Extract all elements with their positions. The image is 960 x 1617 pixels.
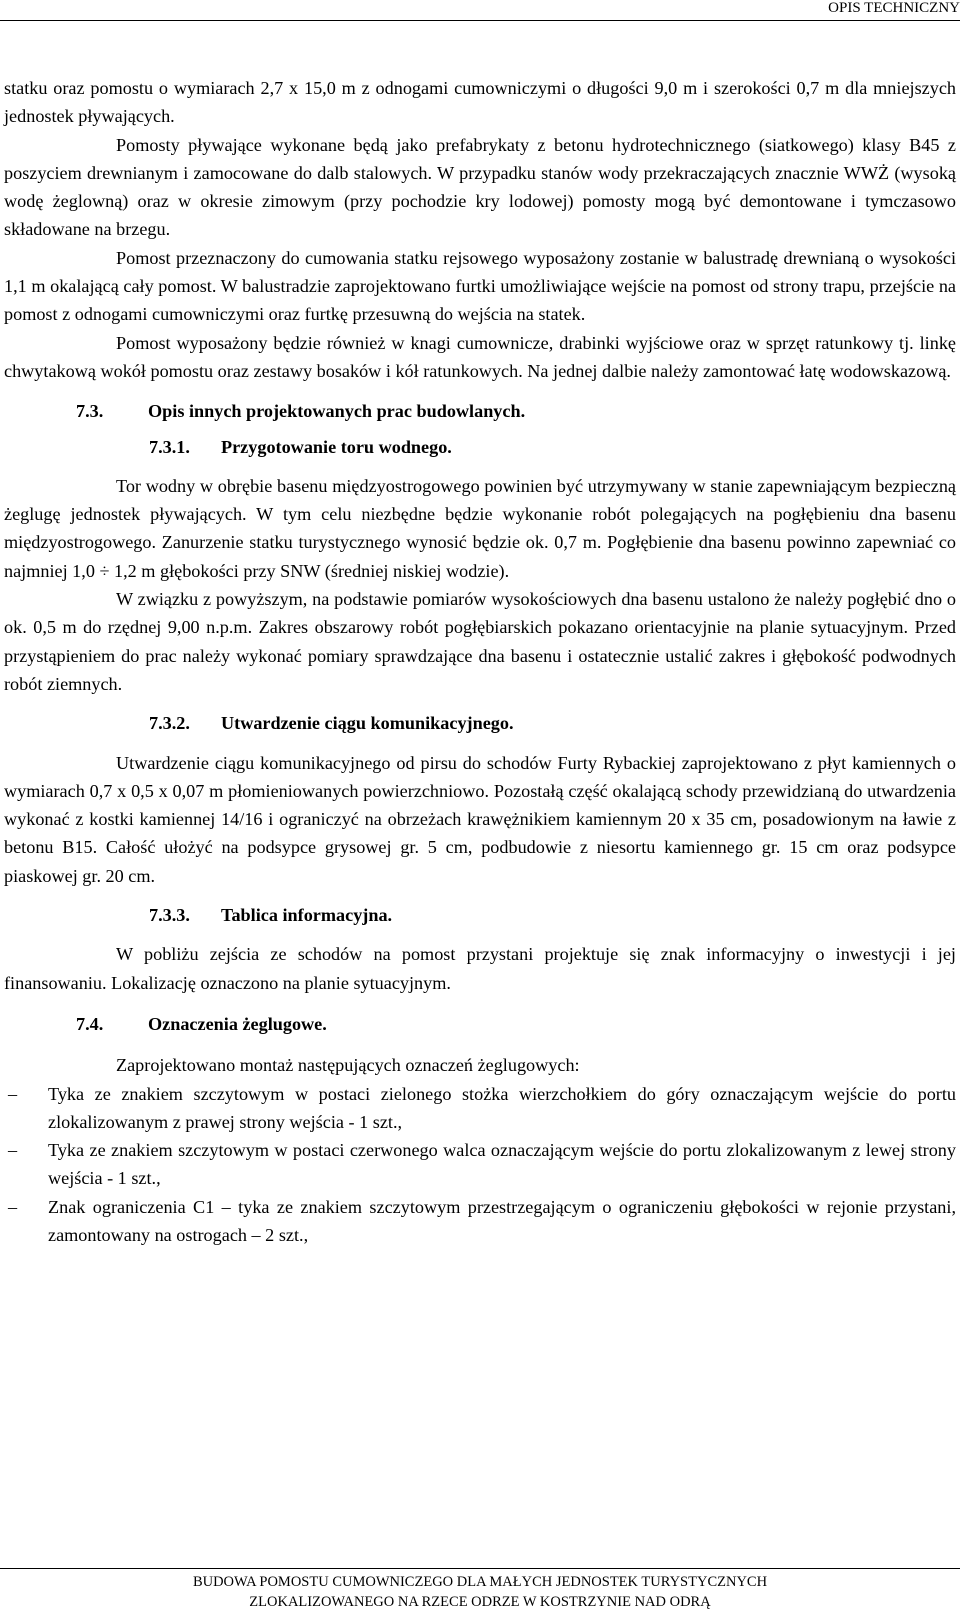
section-heading-7-4 — [4, 1010, 956, 1038]
section-heading-7-3 — [4, 397, 956, 425]
list-item-text: Tyka ze znakiem szczytowym w postaci zielonego stożka wierzchołkiem do góry oznaczającym wejście do portu zlokalizowanym z prawej strony wejścia - 1 szt., — [48, 1083, 956, 1132]
document-body — [4, 74, 956, 1249]
section-number: 7.3.3. — [149, 905, 190, 926]
dash-bullet-icon: – — [8, 1140, 18, 1161]
navigation-markers-list — [4, 1080, 956, 1250]
paragraph: W pobliżu zejścia ze schodów na pomost przystani projektuje się znak informacyjny o inwestycji i jej finansowaniu. Lokalizację oznaczono na planie sytuacyjnym. — [4, 944, 956, 993]
section-heading-7-3-2 — [4, 709, 956, 737]
dash-bullet-icon: – — [8, 1083, 18, 1104]
section-number: 7.3.2. — [149, 713, 190, 734]
page-footer — [0, 1572, 960, 1612]
paragraph: Utwardzenie ciągu komunikacyjnego od pirsu do schodów Furty Rybackiej zaprojektowano z płyt kamiennych o wymiarach 0,7 x 0,5 x 0,07 m płomieniowanych powierzchniowo. Pozostałą część okalającą schody przewidzianą do utwardzenia wykonać z kostki kamiennej 14/16 i ograniczyć na obrzeżach krawężnikiem kamiennym 20 x 35 cm, posadowionym na ławie z betonu B15. Całość ułożyć na podsypce grysowej gr. 5 cm, podbudowie z niesortu kamiennego gr. 15 cm oraz podsypce piaskowej gr. 20 cm. — [4, 752, 956, 886]
list-item — [4, 1193, 956, 1250]
paragraph: Pomosty pływające wykonane będą jako prefabrykaty z betonu hydrotechnicznego (siatkowego) klasy B45 z poszyciem drewnianym i zamocowane do dalb stalowych. W przypadku stanów wody przekraczających znacznie WWŻ (wysoką wodę żeglowną) oraz w okresie zimowym (przy pochodzie kry lodowej) pomosty mogą być demontowane i tymczasowo składowane na brzegu. — [4, 134, 956, 240]
section-heading-7-3-1 — [4, 433, 956, 461]
section-title: Przygotowanie toru wodnego. — [221, 436, 452, 457]
paragraph: statku oraz pomostu o wymiarach 2,7 x 15,0 m z odnogami cumowniczymi o długości 9,0 m i szerokości 0,7 m dla mniejszych jednostek pływających. — [4, 78, 956, 127]
list-item — [4, 1080, 956, 1137]
list-item-text: Tyka ze znakiem szczytowym w postaci czerwonego walca oznaczającym wejście do portu zlokalizowanym z lewej strony wejścia - 1 szt., — [48, 1140, 956, 1189]
dash-bullet-icon: – — [8, 1196, 18, 1217]
section-number: 7.3. — [76, 401, 104, 422]
paragraph: Pomost przeznaczony do cumowania statku rejsowego wyposażony zostanie w balustradę drewnianą o wysokości 1,1 m okalającą cały pomost. W balustradzie zaprojektowano furtki umożliwiające wejście na pomost od strony trapu, przejście na pomost z odnogami cumowniczymi oraz furtkę przesuwną do wejścia na statek. — [4, 247, 956, 325]
page-header — [0, 0, 960, 20]
header-title: OPIS TECHNICZNY — [828, 0, 960, 16]
section-number: 7.3.1. — [149, 436, 190, 457]
paragraph: Zaprojektowano montaż następujących oznaczeń żeglugowych: — [116, 1055, 580, 1076]
paragraph: Pomost wyposażony będzie również w knagi cumownicze, drabinki wyjściowe oraz w sprzęt ratunkowy tj. linkę chwytakową wokół pomostu oraz zestawy bosaków i kół ratunkowych. Na jednej dalbie należy zamontować łatę wodowskazową. — [4, 332, 956, 381]
list-item-text: Znak ograniczenia C1 – tyka ze znakiem szczytowym przestrzegającym o ograniczeniu głębokości w rejonie przystani, zamontowany na ostrogach – 2 szt., — [48, 1196, 956, 1245]
paragraph: Tor wodny w obrębie basenu międzyostrogowego powinien być utrzymywany w stanie zapewniającym bezpieczną żeglugę jednostek pływających. W tym celu niezbędne będzie wykonanie robót polegających na pogłębieniu dna basenu międzyostrogowego. Zanurzenie statku turystycznego wynosić będzie ok. 0,7 m. Pogłębienie dna basenu powinno zapewniać co najmniej 1,0 ÷ 1,2 m głębokości przy SNW (średniej niskiej wodzie). — [4, 475, 956, 581]
section-heading-7-3-3 — [4, 901, 956, 929]
header-rule — [0, 20, 960, 21]
section-title: Utwardzenie ciągu komunikacyjnego. — [221, 713, 514, 734]
footer-rule — [0, 1568, 960, 1569]
footer-line: BUDOWA POMOSTU CUMOWNICZEGO DLA MAŁYCH JEDNOSTEK TURYSTYCZNYCH — [192, 1574, 768, 1590]
section-title: Oznaczenia żeglugowe. — [148, 1013, 327, 1034]
paragraph: W związku z powyższym, na podstawie pomiarów wysokościowych dna basenu ustalono że należy pogłębić dno o ok. 0,5 m do rzędnej 9,00 n.p.m. Zakres obszarowy robót pogłębiarskich pokazano orientacyjnie na planie sytuacyjnym. Przed przystąpieniem do prac należy wykonać pomiary sprawdzające dna basenu i ostatecznie ustalić zakres i głębokość podwodnych robót ziemnych. — [4, 589, 956, 694]
section-title: Opis innych projektowanych prac budowlanych. — [148, 401, 526, 422]
footer-line: ZLOKALIZOWANEGO NA RZECE ODRZE W KOSTRZYNIE NAD ODRĄ — [249, 1594, 711, 1610]
section-title: Tablica informacyjna. — [221, 905, 393, 926]
section-number: 7.4. — [76, 1013, 104, 1034]
list-item — [4, 1136, 956, 1193]
